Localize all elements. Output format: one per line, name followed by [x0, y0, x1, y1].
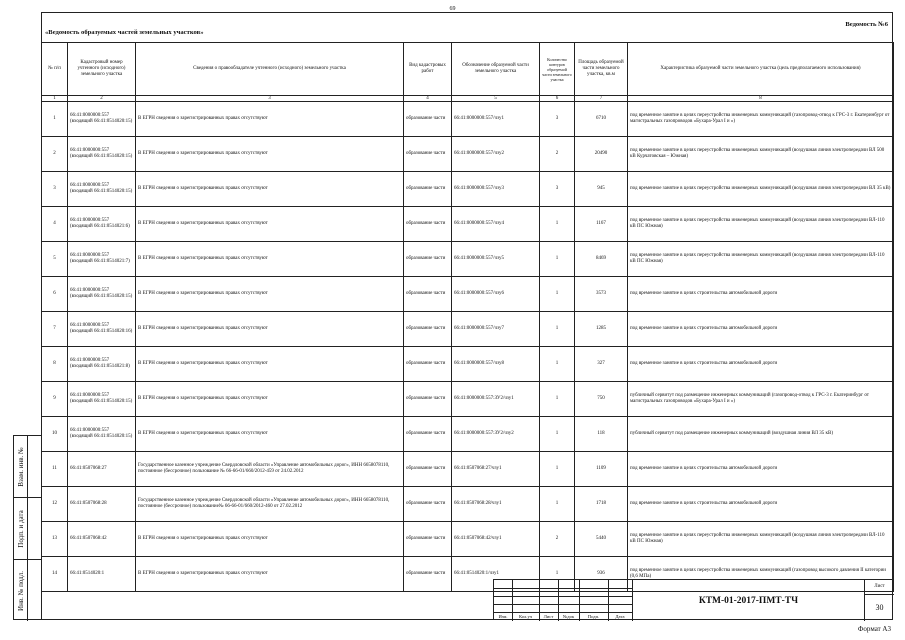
area-value: 1109 [575, 452, 628, 487]
contour-count: 1 [540, 382, 575, 417]
cadastral-number: 66:41:0000000:557 (входящий 66:41:0514021:8) [68, 347, 136, 382]
work-type: образование части [404, 487, 452, 522]
purpose-text: под временное занятие в целях переустройства инженерных коммуникаций (воздушная линия электропередачи ВЛ-110 кВ ПС Южная) [628, 207, 894, 242]
cadastral-number: 66:41:0514020:1 [68, 557, 136, 592]
work-type: образование части [404, 347, 452, 382]
stamp-header: Лист [543, 614, 554, 619]
table-row [42, 452, 894, 487]
purpose-text: публичный сервитут под размещение инженерных коммуникаций (воздушная линия ВЛ 35 кВ) [628, 417, 894, 452]
cadastral-number: 66:41:0000000:557 (входящий 66:41:0514020:15) [68, 382, 136, 417]
part-designation: 66:41:0000000:557/чзу5 [452, 242, 540, 277]
contour-count: 1 [540, 347, 575, 382]
side-label-replace: Взам. инв. № [16, 446, 25, 487]
owner-info: В ЕГРН сведения о зарегистрированных правах отсутствуют [136, 522, 404, 557]
part-designation: 66:41:0000000:557/чзу4 [452, 207, 540, 242]
area-value: 6710 [575, 102, 628, 137]
purpose-text: под временное занятие в целях строительства автомобильной дороги [628, 277, 894, 312]
work-type: образование части [404, 382, 452, 417]
column-number: 3 [136, 96, 404, 102]
column-header: Вид кадастровых работ [404, 43, 452, 96]
purpose-text: под временное занятие в целях переустройства инженерных коммуникаций (газопровод высокого давления II категории (0,6 МПа) [628, 557, 894, 592]
part-designation: 66:41:0000000:557/чзу8 [452, 347, 540, 382]
purpose-text: под временное занятие в целях переустройства инженерных коммуникаций (воздушная линия электропередачи ВЛ-110 кВ ПС Южная) [628, 522, 894, 557]
owner-info: В ЕГРН сведения о зарегистрированных правах отсутствуют [136, 417, 404, 452]
purpose-text: под временное занятие в целях строительства автомобильной дороги [628, 347, 894, 382]
purpose-text: под временное занятие в целях строительства автомобильной дороги [628, 452, 894, 487]
area-value: 20490 [575, 137, 628, 172]
part-designation: 66:41:0000000:557/чзу2 [452, 137, 540, 172]
row-number: 4 [42, 207, 68, 242]
cadastral-number: 66:41:0507068:28 [68, 487, 136, 522]
sheet-number: 30 [875, 603, 884, 612]
row-number: 6 [42, 277, 68, 312]
row-number: 7 [42, 312, 68, 347]
area-value: 1718 [575, 487, 628, 522]
work-type: образование части [404, 102, 452, 137]
work-type: образование части [404, 172, 452, 207]
table-row [42, 522, 894, 557]
stamp-header: Дата [615, 614, 625, 619]
purpose-text: под временное занятие в целях строительства автомобильной дороги [628, 312, 894, 347]
work-type: образование части [404, 522, 452, 557]
contour-count: 3 [540, 102, 575, 137]
part-designation: 66:41:0514020:1/чзу1 [452, 557, 540, 592]
part-designation: 66:41:0000000:557/чзу3 [452, 172, 540, 207]
part-designation: 66:41:0507068:42/чзу1 [452, 522, 540, 557]
column-number: 1 [42, 96, 68, 102]
owner-info: В ЕГРН сведения о зарегистрированных правах отсутствуют [136, 347, 404, 382]
work-type: образование части [404, 277, 452, 312]
work-type: образование части [404, 312, 452, 347]
contour-count: 1 [540, 417, 575, 452]
column-number: 8 [628, 96, 894, 102]
cadastral-number: 66:41:0000000:557 (входящий 66:41:0514020:15) [68, 277, 136, 312]
work-type: образование части [404, 242, 452, 277]
contour-count: 2 [540, 137, 575, 172]
row-number: 2 [42, 137, 68, 172]
contour-count: 1 [540, 487, 575, 522]
part-designation: 66:41:0000000:557:ЗУ2/чзу1 [452, 382, 540, 417]
cadastral-number: 66:41:0000000:557 (входящий 66:41:0514020:16) [68, 312, 136, 347]
purpose-text: под временное занятие в целях переустройства инженерных коммуникаций (воздушная линия электропередачи ВЛ 500 кВ Курчатовская – Южная) [628, 137, 894, 172]
table-row [42, 312, 894, 347]
area-value: 3573 [575, 277, 628, 312]
cadastral-number: 66:41:0000000:557 (входящий 66:41:0514020:15) [68, 137, 136, 172]
part-designation: 66:41:0507068:28/чзу1 [452, 487, 540, 522]
stamp-header: Изм. [498, 614, 508, 619]
part-designation: 66:41:0000000:557/чзу1 [452, 102, 540, 137]
format-label: Формат А3 [857, 625, 891, 633]
side-cell [14, 560, 41, 621]
purpose-text: под временное занятие в целях переустройства инженерных коммуникаций (газопровод-отвод к ГРС-3 г. Екатеринбург от магистральных газопроводов «Бухара-Урал I и ») [628, 102, 894, 137]
contour-count: 1 [540, 452, 575, 487]
stamp-header: Кол.уч [518, 614, 533, 619]
column-number: 5 [452, 96, 540, 102]
contour-count: 1 [540, 207, 575, 242]
cadastral-number: 66:41:0507068:42 [68, 522, 136, 557]
area-value: 1167 [575, 207, 628, 242]
sheet-label: Лист [865, 580, 894, 595]
column-header: Обозначение образуемой части земельного участка [452, 43, 540, 96]
contour-count: 1 [540, 312, 575, 347]
side-label-sign-date: Подп. и дата [16, 509, 25, 548]
side-cell [14, 498, 41, 560]
owner-info: Государственное казенное учреждение Свердловской области «Управление автомобильных дорог», ИНН 6658078110, постоянное (бессрочное) пользование№ 66-66-01/660/2012-460 от 27.02.2012 [136, 487, 404, 522]
area-value: 1285 [575, 312, 628, 347]
revision-headers [494, 612, 632, 621]
purpose-text: под временное занятие в целях переустройства инженерных коммуникаций (воздушная линия электропередачи ВЛ-110 кВ ПС Южная) [628, 242, 894, 277]
contour-count: 1 [540, 277, 575, 312]
cadastral-number: 66:41:0507068:27 [68, 452, 136, 487]
stamp-header: №док [562, 614, 575, 619]
stamp-header: Подп. [587, 614, 600, 619]
part-designation: 66:41:0000000:557/чзу6 [452, 277, 540, 312]
contour-count: 3 [540, 172, 575, 207]
area-value: 118 [575, 417, 628, 452]
owner-info: В ЕГРН сведения о зарегистрированных правах отсутствуют [136, 172, 404, 207]
row-number: 3 [42, 172, 68, 207]
part-designation: 66:41:0000000:557/чзу7 [452, 312, 540, 347]
part-designation: 66:41:0507068:27/чзу1 [452, 452, 540, 487]
column-number: 6 [540, 96, 575, 102]
parcels-table [41, 42, 894, 592]
purpose-text: под временное занятие в целях строительства автомобильной дороги [628, 487, 894, 522]
column-header: Количество контуров образуемой части земельного участка [540, 43, 575, 96]
cadastral-number: 66:41:0000000:557 (входящий 66:41:0514020:15) [68, 417, 136, 452]
row-number: 10 [42, 417, 68, 452]
column-number: 7 [575, 96, 628, 102]
header-row [42, 43, 894, 96]
side-cell [14, 436, 41, 498]
area-value: 327 [575, 347, 628, 382]
owner-info: В ЕГРН сведения о зарегистрированных правах отсутствуют [136, 207, 404, 242]
contour-count: 1 [540, 557, 575, 592]
table-row [42, 242, 894, 277]
area-value: 936 [575, 557, 628, 592]
contour-count: 2 [540, 522, 575, 557]
column-header: Кадастровый номер учтенного (исходного) земельного участка [68, 43, 136, 96]
document-code: КТМ-01-2017-ПМТ-ТЧ [632, 580, 864, 621]
cadastral-number: 66:41:0000000:557 (входящий 66:41:0514020:15) [68, 102, 136, 137]
page-number: 69 [449, 6, 456, 12]
table-row [42, 102, 894, 137]
row-number: 12 [42, 487, 68, 522]
row-number: 9 [42, 382, 68, 417]
column-header: Площадь образуемой части земельного участка, кв.м [575, 43, 628, 96]
purpose-text: под временное занятие в целях переустройства инженерных коммуникаций (воздушная линия электропередачи ВЛ 35 кВ) [628, 172, 894, 207]
row-number: 11 [42, 452, 68, 487]
area-value: 5440 [575, 522, 628, 557]
table-row [42, 382, 894, 417]
part-designation: 66:41:0000000:557:ЗУ2/чзу2 [452, 417, 540, 452]
owner-info: В ЕГРН сведения о зарегистрированных правах отсутствуют [136, 102, 404, 137]
table-row [42, 417, 894, 452]
row-number: 14 [42, 557, 68, 592]
side-label-inventory: Инв. № подл. [16, 570, 25, 611]
cadastral-number: 66:41:0000000:557 (входящий 66:41:0514021:6) [68, 207, 136, 242]
contour-count: 1 [540, 242, 575, 277]
table-row [42, 347, 894, 382]
table-row [42, 207, 894, 242]
table-row [42, 277, 894, 312]
owner-info: В ЕГРН сведения о зарегистрированных правах отсутствуют [136, 557, 404, 592]
cadastral-number: 66:41:0000000:557 (входящий 66:41:0514021:7) [68, 242, 136, 277]
work-type: образование части [404, 452, 452, 487]
owner-info: В ЕГРН сведения о зарегистрированных правах отсутствуют [136, 312, 404, 347]
side-strip [13, 435, 41, 620]
row-number: 1 [42, 102, 68, 137]
area-value: 8469 [575, 242, 628, 277]
row-number: 5 [42, 242, 68, 277]
area-value: 945 [575, 172, 628, 207]
table-row [42, 137, 894, 172]
table-row [42, 487, 894, 522]
owner-info: В ЕГРН сведения о зарегистрированных правах отсутствуют [136, 277, 404, 312]
work-type: образование части [404, 137, 452, 172]
document-title: «Ведомость образуемых частей земельных участков» [45, 29, 204, 36]
purpose-text: публичный сервитут под размещение инженерных коммуникаций (газопровод-отвод к ГРС-3 г. Екатеринбург от магистральных газопроводов «Бухара-Урал I и ») [628, 382, 894, 417]
column-number: 4 [404, 96, 452, 102]
row-number: 8 [42, 347, 68, 382]
column-header: Сведения о правообладателе учтенного (исходного) земельного участка [136, 43, 404, 96]
column-header: № п/п [42, 43, 68, 96]
row-number: 13 [42, 522, 68, 557]
owner-info: Государственное казенное учреждение Свердловской области «Управление автомобильных дорог», ИНН 6658078110, постоянное (бессрочное) пользование № 66-66-01/660/2012-459 от 24.02.2012 [136, 452, 404, 487]
owner-info: В ЕГРН сведения о зарегистрированных правах отсутствуют [136, 137, 404, 172]
work-type: образование части [404, 417, 452, 452]
work-type: образование части [404, 557, 452, 592]
work-type: образование части [404, 207, 452, 242]
table-row [42, 172, 894, 207]
sheet-box [864, 580, 894, 621]
owner-info: В ЕГРН сведения о зарегистрированных правах отсутствуют [136, 242, 404, 277]
area-value: 750 [575, 382, 628, 417]
owner-info: В ЕГРН сведения о зарегистрированных правах отсутствуют [136, 382, 404, 417]
statement-number: Ведомость №6 [845, 21, 888, 28]
cadastral-number: 66:41:0000000:557 (входящий 66:41:0514020:15) [68, 172, 136, 207]
title-block [493, 579, 893, 620]
column-number: 2 [68, 96, 136, 102]
column-header: Характеристика образуемой части земельного участка (цель предполагаемого использования) [628, 43, 894, 96]
